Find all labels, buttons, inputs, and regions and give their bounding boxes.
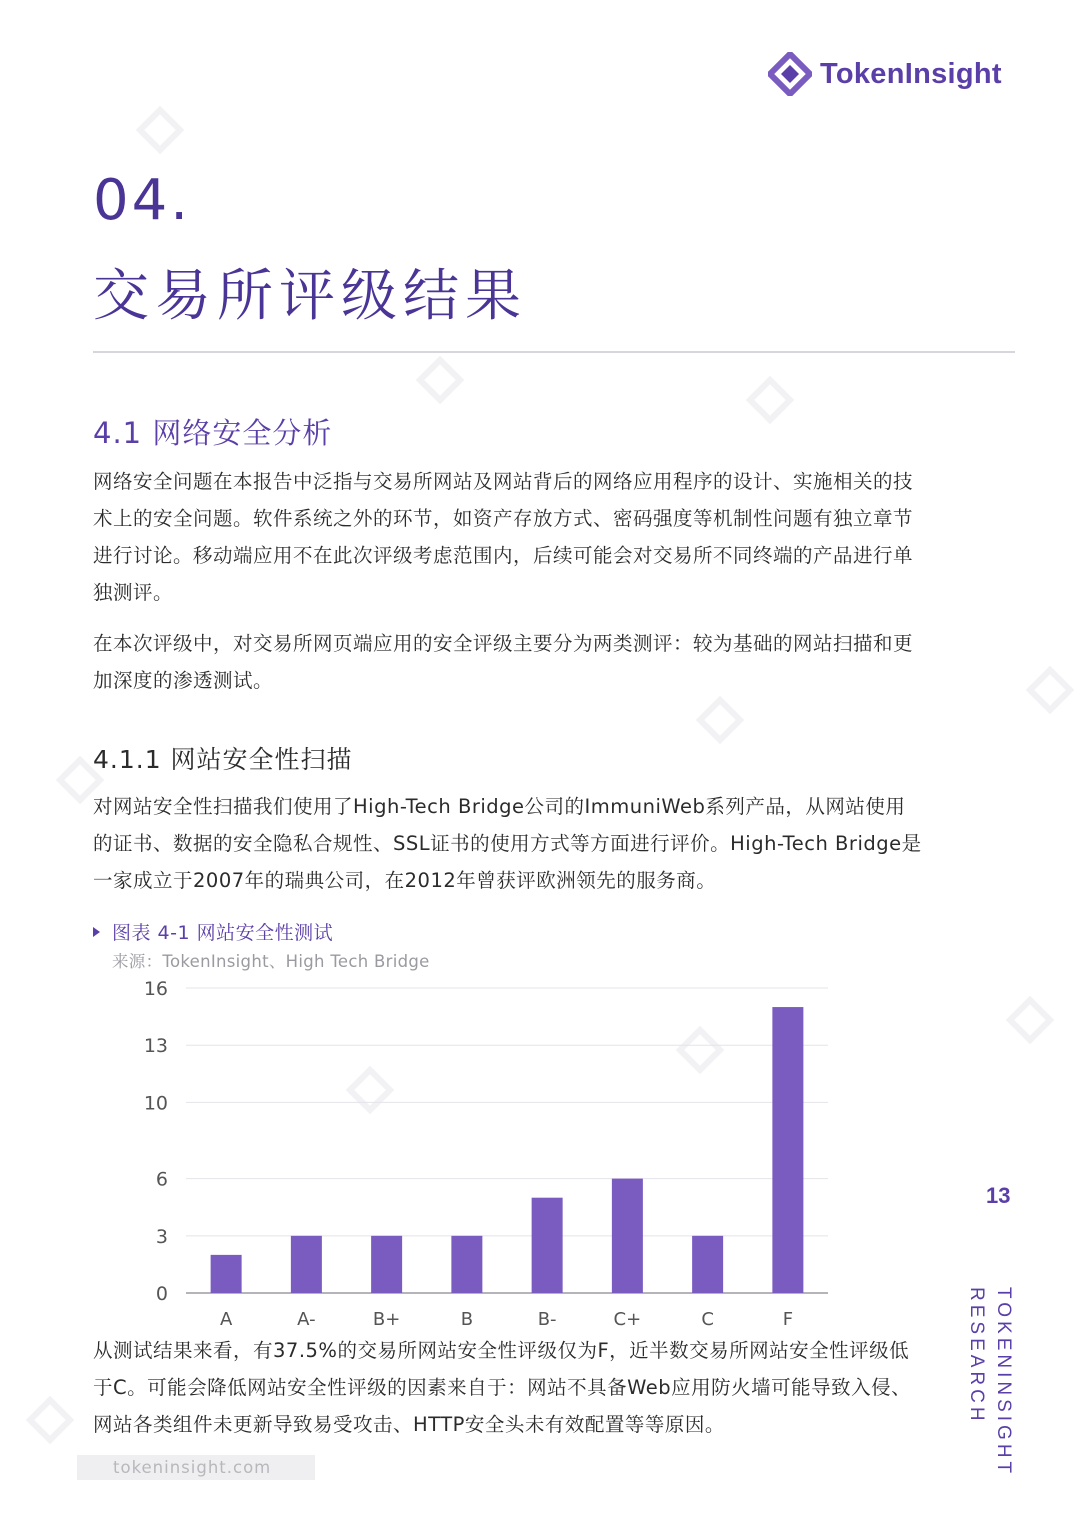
side-label-research: RESEARCH bbox=[966, 1287, 987, 1425]
tokeninsight-logo bbox=[768, 52, 1002, 96]
caret-right-icon bbox=[93, 927, 100, 937]
bar-chart bbox=[93, 970, 853, 1340]
bar bbox=[291, 1236, 322, 1293]
y-tick-label: 3 bbox=[155, 1225, 168, 1248]
x-tick-label: B- bbox=[537, 1309, 557, 1330]
y-tick-label: 16 bbox=[143, 978, 168, 1000]
section-paragraph: 在本次评级中，对交易所网页端应用的安全评级主要分为两类测评：较为基础的网站扫描和更加深度的渗透测试。 bbox=[93, 632, 914, 692]
x-tick-label: C bbox=[701, 1309, 714, 1330]
side-label-brand: TOKENINSIGHT bbox=[993, 1287, 1014, 1478]
figure-title bbox=[93, 918, 333, 945]
bar bbox=[211, 1255, 242, 1293]
figure-title-text: 图表 4-1 网站安全性测试 bbox=[112, 922, 334, 944]
conclusion-paragraph: 从测试结果来看，有37.5%的交易所网站安全性评级仅为F，近半数交易所网站安全性评级低于C。可能会降低网站安全性评级的因素来自于：网站不具备Web应用防火墙可能导致入侵、网站各类组件未更新导致易受攻击、HTTP安全头未有效配置等等原因。 bbox=[93, 1339, 912, 1436]
figure-source: 来源：TokenInsight、High Tech Bridge bbox=[112, 952, 430, 971]
section-paragraph: 网络安全问题在本报告中泛指与交易所网站及网站背后的网络应用程序的设计、实施相关的技术上的安全问题。软件系统之外的环节，如资产存放方式、密码强度等机制性问题有独立章节进行讨论。移动端应用不在此次评级考虑范围内，后续可能会对交易所不同终端的产品进行单独测评。 bbox=[93, 470, 914, 604]
x-tick-label: A- bbox=[297, 1309, 316, 1330]
bar bbox=[612, 1179, 643, 1293]
x-tick-label: B+ bbox=[372, 1309, 401, 1330]
section-heading: 4.1 网络安全分析 bbox=[93, 416, 333, 450]
x-tick-label: F bbox=[782, 1309, 794, 1330]
x-tick-label: A bbox=[219, 1309, 233, 1330]
page-number: 13 bbox=[986, 1183, 1011, 1208]
x-tick-label: C+ bbox=[613, 1309, 642, 1330]
bar bbox=[371, 1236, 402, 1293]
subsection-heading: 4.1.1 网站安全性扫描 bbox=[93, 745, 353, 774]
chapter-number: 04. bbox=[93, 168, 192, 233]
x-tick-label: B bbox=[460, 1309, 474, 1330]
y-tick-label: 0 bbox=[155, 1283, 168, 1305]
y-tick-label: 6 bbox=[155, 1168, 168, 1191]
title-divider bbox=[93, 351, 1015, 353]
logo-text: TokenInsight bbox=[820, 57, 1002, 90]
footer-url[interactable]: tokeninsight.com bbox=[77, 1455, 315, 1480]
tokeninsight-logo-icon bbox=[768, 52, 812, 96]
subsection-paragraph: 对网站安全性扫描我们使用了High-Tech Bridge公司的ImmuniWeb系列产品，从网站使用的证书、数据的安全隐私合规性、SSL证书的使用方式等方面进行评价。High-Tech Bridge是一家成立于2007年的瑞典公司，在2012年曾获评欧洲领先的服务商。 bbox=[93, 795, 922, 892]
bar bbox=[772, 1007, 803, 1293]
bar bbox=[451, 1236, 482, 1293]
y-tick-label: 13 bbox=[143, 1035, 168, 1058]
y-tick-label: 10 bbox=[143, 1092, 168, 1115]
bar bbox=[532, 1198, 563, 1293]
bar bbox=[692, 1236, 723, 1293]
chapter-title: 交易所评级结果 bbox=[93, 264, 527, 329]
